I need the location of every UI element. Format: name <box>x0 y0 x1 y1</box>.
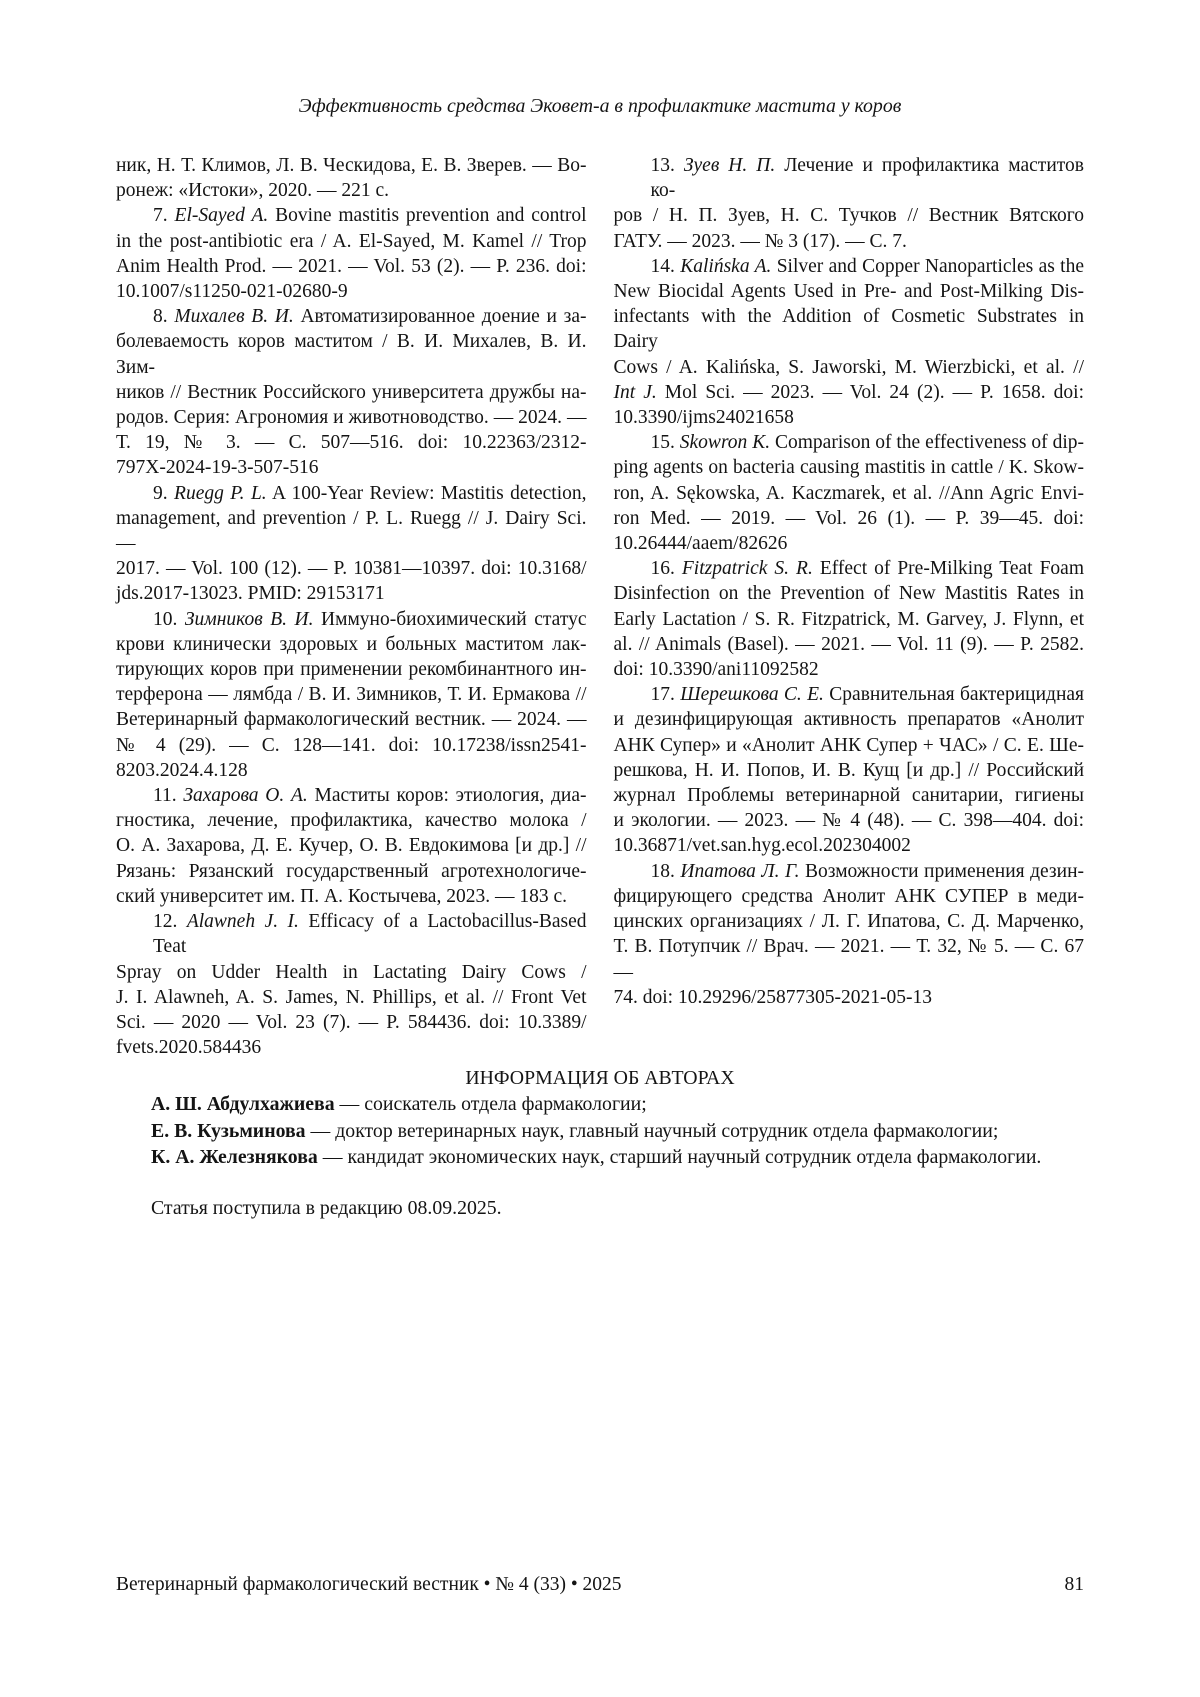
footer-journal-name: Ветеринарный фармакологический вестник • № 4 (33) • 2025 <box>116 1574 622 1595</box>
reference-line: 10.3390/ijms24021658 <box>613 407 794 429</box>
reference-line: № 4 (29). — С. 128—141. doi: 10.17238/issn2541- <box>116 734 587 756</box>
reference-line: 797X-2024-19-3-507-516 <box>116 457 319 479</box>
reference-item <box>614 430 1085 556</box>
reference-line: ping agents on bacteria causing mastitis in cattle / K. Skow- <box>613 457 1084 479</box>
reference-item <box>614 556 1085 682</box>
reference-item <box>116 783 587 909</box>
reference-line: решкова, Н. И. Попов, И. В. Кущ [и др.] // Российский <box>613 759 1084 781</box>
reference-line: 8. Михалев В. И. Автоматизированное доение и за- <box>153 306 587 328</box>
reference-line: ron Med. — 2019. — Vol. 26 (1). — P. 39—45. doi: <box>613 507 1084 529</box>
author-entry: К. А. Железнякова — кандидат экономических наук, старший научный сотрудник отдела фармакологии. <box>151 1146 1042 1169</box>
reference-line: АНК Супер» и «Анолит АНК Супер + ЧАС» / С. Е. Ше- <box>613 734 1084 756</box>
reference-line: 10.1007/s11250-021-02680-9 <box>116 281 348 303</box>
references-left-column <box>116 153 587 1060</box>
reference-line: ров / Н. П. Зуев, Н. С. Тучков // Вестник Вятского <box>613 205 1084 227</box>
authors-info-heading: ИНФОРМАЦИЯ ОБ АВТОРАХ <box>465 1067 735 1090</box>
reference-line: О. А. Захарова, Д. Е. Кучер, О. В. Евдокимова [и др.] // <box>116 835 587 857</box>
reference-line: терферона — лямбда / В. И. Зимников, Т. И. Ермакова // <box>116 684 587 706</box>
reference-line: Early Lactation / S. R. Fitzpatrick, M. Garvey, J. Flynn, et <box>613 608 1084 630</box>
reference-line: цинских организациях / Л. Г. Ипатова, С. Д. Марченко, <box>613 911 1084 933</box>
reference-item <box>116 203 587 304</box>
reference-item <box>116 909 587 1060</box>
reference-line: J. I. Alawneh, A. S. James, N. Phillips, et al. // Front Vet <box>116 986 587 1008</box>
reference-line: al. // Animals (Basel). — 2021. — Vol. 11 (9). — P. 2582. <box>613 633 1084 655</box>
author-entry: Е. В. Кузьминова — доктор ветеринарных наук, главный научный сотрудник отдела фармакологии; <box>151 1119 999 1142</box>
reference-line: ский университет им. П. А. Костычева, 2023. — 183 с. <box>116 885 567 907</box>
reference-line: 74. doi: 10.29296/25877305-2021-05-13 <box>613 986 932 1008</box>
reference-line: Sci. — 2020 — Vol. 23 (7). — P. 584436. doi: 10.3389/ <box>116 1011 587 1033</box>
reference-line: 10.26444/aaem/82626 <box>613 533 788 555</box>
reference-line: тирующих коров при применении рекомбинантного ин- <box>116 659 587 681</box>
reference-item <box>116 153 587 203</box>
reference-item <box>116 481 587 607</box>
footer-page-number: 81 <box>1064 1574 1084 1595</box>
reference-line: fvets.2020.584436 <box>116 1037 262 1059</box>
reference-line: 17. Шерешкова С. Е. Сравнительная бактерицидная <box>650 684 1085 706</box>
reference-line: ник, Н. Т. Климов, Л. В. Ческидова, Е. В. Зверев. — Во- <box>116 155 587 176</box>
reference-line: 10.36871/vet.san.hyg.ecol.202304002 <box>613 835 911 857</box>
reference-line: ron, A. Sękowska, A. Kaczmarek, et al. //Ann Agric Envi- <box>613 482 1084 504</box>
reference-line: ников // Вестник Российского университета дружбы на- <box>116 381 587 403</box>
reference-item <box>614 682 1085 858</box>
reference-line: jds.2017-13023. PMID: 29153171 <box>116 583 385 605</box>
reference-line: болеваемость коров маститом / В. И. Михалев, В. И. Зим- <box>116 331 587 378</box>
reference-line: ГАТУ. — 2023. — № 3 (17). — С. 7. <box>613 230 907 252</box>
reference-line: и дезинфицирующая активность препаратов «Анолит <box>613 709 1084 731</box>
reference-line: in the post-antibiotic era / A. El-Sayed, M. Kamel // Trop <box>116 230 587 252</box>
reference-item <box>116 304 587 480</box>
reference-line: 15. Skowron K. Comparison of the effectiveness of dip- <box>650 432 1084 454</box>
reference-line: 14. Kalińska A. Silver and Copper Nanoparticles as the <box>650 255 1084 277</box>
reference-line: гностика, лечение, профилактика, качество молока / <box>116 810 587 832</box>
reference-line: 13. Зуев Н. П. Лечение и профилактика маститов ко- <box>650 155 1084 202</box>
reference-line: 10. Зимников В. И. Иммуно-биохимический статус <box>153 608 587 630</box>
reference-line: Disinfection on the Prevention of New Mastitis Rates in <box>613 583 1084 605</box>
author-name: А. Ш. Абдулхажиева <box>151 1093 335 1116</box>
reference-line: Т. В. Потупчик // Врач. — 2021. — Т. 32, № 5. — С. 67— <box>613 936 1084 983</box>
reference-line: Рязань: Рязанский государственный агротехнологиче- <box>116 860 587 882</box>
reference-line: родов. Серия: Агрономия и животноводство. — 2024. — <box>116 407 587 429</box>
references-section <box>116 153 1084 1060</box>
reference-item <box>116 607 587 783</box>
reference-line: 9. Ruegg P. L. A 100-Year Review: Mastitis detection, <box>153 482 587 504</box>
reference-line: Spray on Udder Health in Lactating Dairy Cows / <box>116 961 587 983</box>
reference-line: doi: 10.3390/ani11092582 <box>613 659 819 681</box>
references-right-column <box>614 153 1085 1060</box>
reference-line: Т. 19, № 3. — С. 507—516. doi: 10.22363/2312- <box>116 432 587 454</box>
reference-line: 11. Захарова О. А. Маститы коров: этиология, диа- <box>153 785 587 807</box>
reference-line: 16. Fitzpatrick S. R. Effect of Pre-Milking Teat Foam <box>650 558 1084 580</box>
received-date-note: Статья поступила в редакцию 08.09.2025. <box>151 1196 502 1219</box>
reference-line: 8203.2024.4.128 <box>116 759 248 781</box>
reference-item <box>614 254 1085 430</box>
reference-line: журнал Проблемы ветеринарной санитарии, гигиены <box>613 785 1084 807</box>
reference-line: Anim Health Prod. — 2021. — Vol. 53 (2). — P. 236. doi: <box>116 255 587 277</box>
reference-line: фицирующего средства Анолит АНК СУПЕР в меди- <box>613 885 1084 907</box>
authors-list <box>116 1091 1084 1170</box>
reference-line: infectants with the Addition of Cosmetic Substrates in Dairy <box>613 306 1084 353</box>
author-name: К. А. Железнякова <box>151 1146 318 1169</box>
reference-line: 2017. — Vol. 100 (12). — P. 10381—10397. doi: 10.3168/ <box>116 558 587 580</box>
reference-line: и экологии. — 2023. — № 4 (48). — С. 398—404. doi: <box>613 810 1084 832</box>
author-name: Е. В. Кузьминова <box>151 1119 306 1142</box>
page-footer <box>116 1572 1084 1597</box>
authors-info-section <box>116 1065 1084 1220</box>
running-head-title: Эффективность средства Эковет-а в профилактике мастита у коров <box>298 95 902 117</box>
author-entry: А. Ш. Абдулхажиева — соискатель отдела фармакологии; <box>151 1093 647 1116</box>
reference-line: ронеж: «Истоки», 2020. — 221 с. <box>116 180 390 202</box>
reference-line: Int J. Mol Sci. — 2023. — Vol. 24 (2). — P. 1658. doi: <box>613 381 1084 403</box>
reference-line: крови клинически здоровых и больных маститом лак- <box>116 633 587 655</box>
reference-item <box>614 153 1085 254</box>
reference-line: 18. Ипатова Л. Г. Возможности применения дезин- <box>650 860 1084 882</box>
reference-line: Ветеринарный фармакологический вестник. — 2024. — <box>116 709 587 731</box>
reference-line: New Biocidal Agents Used in Pre- and Post-Milking Dis- <box>613 281 1084 303</box>
page-content <box>116 0 1084 1221</box>
reference-line: management, and prevention / P. L. Ruegg // J. Dairy Sci. — <box>116 507 587 555</box>
reference-line: 12. Alawneh J. I. Efficacy of a Lactobacillus-Based Teat <box>153 911 587 958</box>
reference-line: Cows / A. Kalińska, S. Jaworski, M. Wierzbicki, et al. // <box>613 356 1084 378</box>
reference-item <box>614 859 1085 1010</box>
reference-line: 7. El-Sayed A. Bovine mastitis prevention and control <box>153 205 587 227</box>
